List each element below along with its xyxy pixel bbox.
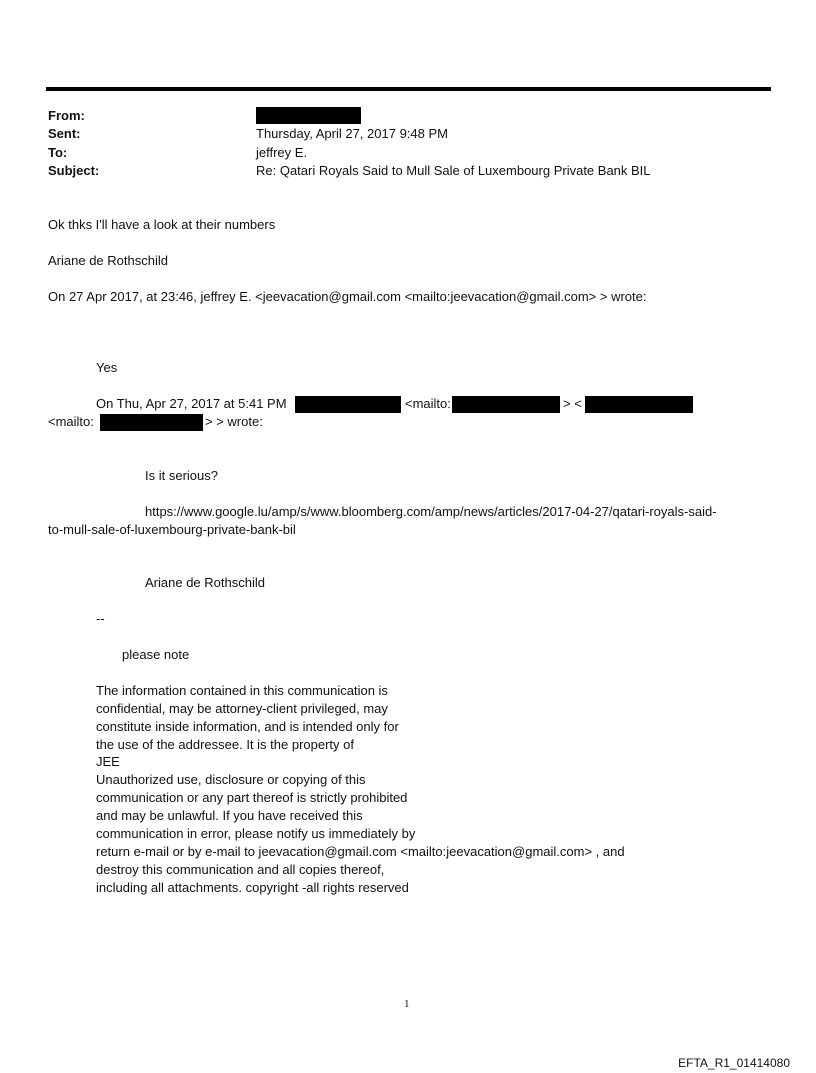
bloomberg-link-line2[interactable]: to-mull-sale-of-luxembourg-private-bank-bil bbox=[48, 522, 296, 537]
quote2-wrote: > > wrote: bbox=[205, 414, 263, 429]
quote2-mailto2: <mailto: bbox=[48, 414, 94, 429]
from-label: From: bbox=[48, 108, 85, 123]
quote-header: On 27 Apr 2017, at 23:46, jeffrey E. <jeevacation@gmail.com <mailto:jeevacation@gmail.com> > wrote: bbox=[48, 289, 647, 304]
quote2-bracket: > < bbox=[563, 396, 582, 411]
please-note: please note bbox=[122, 647, 190, 662]
disclaimer-line: Unauthorized use, disclosure or copying of this bbox=[96, 772, 366, 787]
quoted-signature: Ariane de Rothschild bbox=[145, 575, 265, 590]
page-number: 1 bbox=[404, 998, 410, 1010]
disclaimer-line: constitute inside information, and is intended only for bbox=[96, 719, 399, 734]
disclaimer-line: return e-mail or by e-mail to jeevacation@gmail.com <mailto:jeevacation@gmail.com> , and bbox=[96, 844, 625, 859]
signature-separator: -- bbox=[96, 611, 105, 626]
disclaimer-line: destroy this communication and all copies thereof, bbox=[96, 862, 385, 877]
sent-value: Thursday, April 27, 2017 9:48 PM bbox=[256, 126, 448, 141]
bloomberg-link-line1[interactable]: https://www.google.lu/amp/s/www.bloomberg.com/amp/news/articles/2017-04-27/qatari-royals-said- bbox=[145, 504, 717, 519]
disclaimer-line: confidential, may be attorney-client privileged, may bbox=[96, 701, 388, 716]
disclaimer-line: the use of the addressee. It is the property of bbox=[96, 737, 354, 752]
to-value: jeffrey E. bbox=[256, 145, 308, 160]
redaction-name bbox=[295, 396, 401, 413]
disclaimer-line: communication or any part thereof is strictly prohibited bbox=[96, 790, 408, 805]
subject-value: Re: Qatari Royals Said to Mull Sale of Luxembourg Private Bank BIL bbox=[256, 163, 651, 178]
quote2-header-start: On Thu, Apr 27, 2017 at 5:41 PM bbox=[96, 396, 287, 411]
redaction-email2 bbox=[585, 396, 693, 413]
quote2-mailto1: <mailto: bbox=[405, 396, 451, 411]
disclaimer-line: and may be unlawful. If you have received this bbox=[96, 808, 363, 823]
redaction-email3 bbox=[100, 414, 203, 431]
redaction-email1 bbox=[452, 396, 560, 413]
header-rule bbox=[46, 87, 771, 91]
document-id: EFTA_R1_01414080 bbox=[678, 1056, 790, 1070]
redaction-from bbox=[256, 107, 361, 124]
reply-text: Ok thks I'll have a look at their numbers bbox=[48, 217, 276, 232]
subject-label: Subject: bbox=[48, 163, 100, 178]
disclaimer-line: The information contained in this communication is bbox=[96, 683, 388, 698]
disclaimer-line: including all attachments. copyright -all rights reserved bbox=[96, 880, 409, 895]
disclaimer-line: communication in error, please notify us immediately by bbox=[96, 826, 416, 841]
signature: Ariane de Rothschild bbox=[48, 253, 168, 268]
question-text: Is it serious? bbox=[145, 468, 218, 483]
disclaimer-line: JEE bbox=[96, 754, 120, 769]
sent-label: Sent: bbox=[48, 126, 81, 141]
to-label: To: bbox=[48, 145, 68, 160]
quoted-reply: Yes bbox=[96, 360, 118, 375]
